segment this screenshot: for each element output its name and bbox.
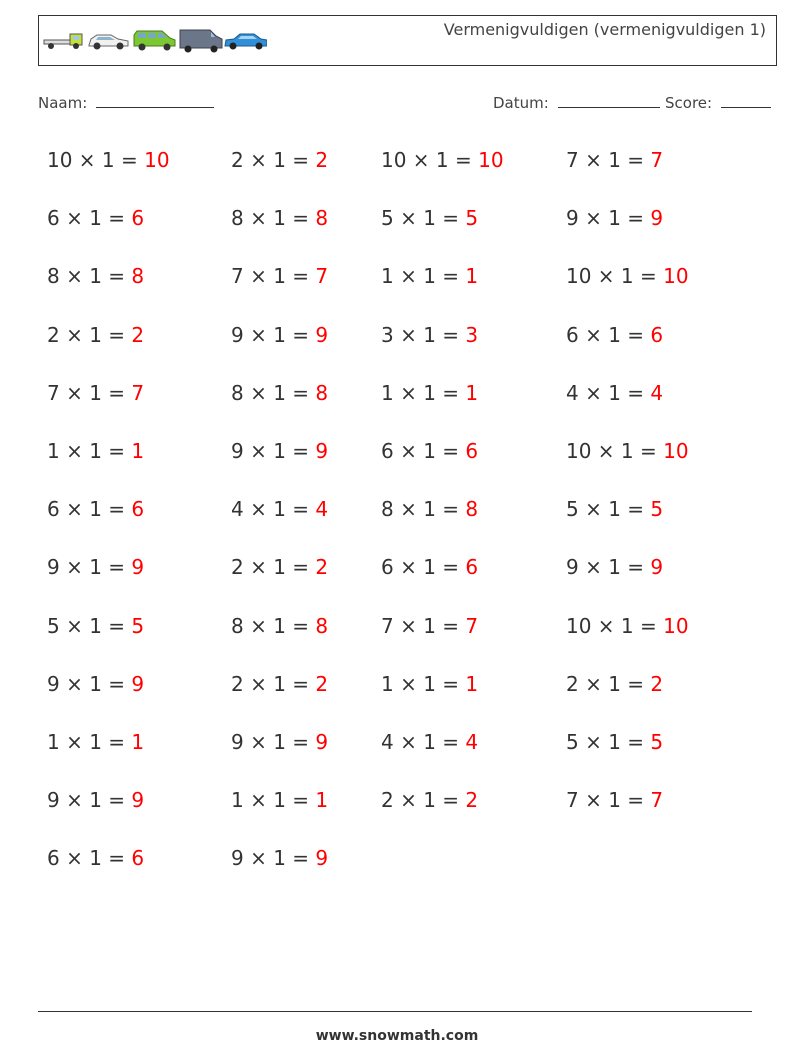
problem-question: 4 × 1 = [231,497,316,522]
problem-question: 8 × 1 = [381,497,466,522]
problem-item [566,264,689,288]
problem-answer: 5 [650,730,664,754]
problem-answer: 10 [663,613,689,638]
problem-item [566,555,663,579]
problem-item [47,788,144,812]
problem-answer: 6 [131,497,145,522]
problem-answer: 2 [131,322,145,347]
date-line[interactable] [558,93,660,108]
problem-question: 7 × 1 = [231,264,316,289]
problem-question: 8 × 1 = [231,380,316,405]
problem-question: 2 × 1 = [381,788,466,813]
problem-answer: 6 [465,555,479,580]
vehicle-icons [42,28,267,54]
problem-answer: 1 [465,380,479,405]
problem-question: 3 × 1 = [381,322,466,347]
problem-question: 5 × 1 = [566,730,651,754]
problem-item [381,555,478,579]
problem-answer: 5 [131,613,145,638]
problem-answer: 6 [131,846,145,871]
problem-item [231,846,328,870]
problem-answer: 9 [131,555,145,580]
problem-question: 5 × 1 = [566,497,651,522]
problem-item [231,148,328,172]
problem-item [231,614,328,638]
problem-question: 7 × 1 = [566,788,651,813]
header-box [38,15,777,66]
problem-answer: 7 [465,613,479,638]
problem-question: 8 × 1 = [231,206,316,231]
problem-question: 10 × 1 = [47,148,145,172]
problem-item [47,148,170,172]
problem-answer: 8 [131,264,145,289]
problem-item [231,788,328,812]
problem-item [47,614,144,638]
problem-item [231,730,328,754]
score-field[interactable] [665,93,771,112]
problem-question: 10 × 1 = [566,613,664,638]
problem-item [231,672,328,696]
problem-answer: 7 [315,264,329,289]
problem-answer: 2 [465,788,479,813]
problem-answer: 4 [465,730,479,754]
problem-item [47,381,144,405]
problem-item [381,264,478,288]
problem-question: 9 × 1 = [47,555,132,580]
problem-answer: 6 [131,206,145,231]
problem-answer: 1 [315,788,329,813]
problem-question: 6 × 1 = [381,555,466,580]
white-car-icon [89,35,128,50]
problem-answer: 5 [650,497,664,522]
problem-answer: 9 [650,555,664,580]
problem-item [47,264,144,288]
problem-item [566,672,663,696]
problem-question: 9 × 1 = [47,788,132,813]
problem-question: 6 × 1 = [381,439,466,463]
footer-url: www.snowmath.com [315,1028,479,1044]
problem-question: 1 × 1 = [47,730,132,754]
worksheet-title: Vermenigvuldigen (vermenigvuldigen 1) [443,20,766,39]
problem-answer: 8 [465,497,479,522]
problem-question: 9 × 1 = [231,846,316,871]
problem-item [381,497,478,521]
problem-question: 4 × 1 = [381,730,466,754]
problem-item [381,730,478,754]
problem-item [231,497,328,521]
problem-question: 4 × 1 = [566,380,651,405]
problem-question: 2 × 1 = [231,671,316,696]
grey-van-icon [180,30,222,53]
problem-item [566,497,663,521]
problem-answer: 9 [650,206,664,231]
problem-item [231,323,328,347]
problem-item [231,381,328,405]
problem-question: 6 × 1 = [47,846,132,871]
problem-answer: 4 [315,497,329,522]
problem-item [566,788,663,812]
flatbed-truck-icon [44,34,82,49]
problem-answer: 6 [650,322,664,347]
problem-question: 6 × 1 = [566,322,651,347]
problem-answer: 9 [315,846,329,871]
problem-answer: 3 [465,322,479,347]
problem-answer: 2 [315,148,329,172]
problem-item [566,148,663,172]
problem-question: 6 × 1 = [47,206,132,231]
problem-item [381,148,504,172]
problem-item [381,381,478,405]
problem-answer: 6 [465,439,479,463]
problem-answer: 9 [315,439,329,463]
problem-answer: 9 [131,671,145,696]
problem-answer: 2 [315,555,329,580]
problem-item [381,206,478,230]
name-label: Naam: [38,94,88,112]
problem-answer: 1 [465,671,479,696]
problem-answer: 4 [650,380,664,405]
problem-answer: 10 [663,264,689,289]
problem-question: 2 × 1 = [566,671,651,696]
problem-answer: 1 [465,264,479,289]
problem-item [566,323,663,347]
problem-question: 7 × 1 = [47,380,132,405]
problem-question: 2 × 1 = [231,555,316,580]
problem-question: 5 × 1 = [47,613,132,638]
problem-question: 9 × 1 = [566,206,651,231]
problem-item [47,555,144,579]
problem-answer: 1 [131,439,145,463]
problem-item [566,439,689,463]
problem-question: 9 × 1 = [566,555,651,580]
problem-answer: 7 [650,788,664,813]
problem-item [47,206,144,230]
problem-question: 9 × 1 = [231,322,316,347]
date-field[interactable] [493,93,660,112]
problem-item [566,381,663,405]
problem-question: 1 × 1 = [231,788,316,813]
problem-answer: 7 [131,380,145,405]
problem-question: 6 × 1 = [47,497,132,522]
problem-item [381,439,478,463]
problem-question: 1 × 1 = [47,439,132,463]
problem-question: 10 × 1 = [566,439,664,463]
problem-question: 9 × 1 = [231,439,316,463]
problem-item [47,730,144,754]
problem-question: 9 × 1 = [231,730,316,754]
problem-question: 8 × 1 = [231,613,316,638]
problem-item [231,555,328,579]
problem-item [381,614,478,638]
blue-car-icon [225,34,267,50]
problem-question: 1 × 1 = [381,380,466,405]
problem-question: 10 × 1 = [381,148,479,172]
problem-answer: 10 [663,439,689,463]
problem-question: 1 × 1 = [381,671,466,696]
problem-answer: 8 [315,380,329,405]
problem-answer: 1 [131,730,145,754]
problem-answer: 2 [650,671,664,696]
problem-answer: 7 [650,148,664,172]
problem-item [47,846,144,870]
footer-rule [38,1011,752,1012]
problem-answer: 10 [478,148,504,172]
problem-question: 7 × 1 = [566,148,651,172]
problem-answer: 10 [144,148,170,172]
score-label: Score: [665,94,713,112]
problem-item [381,788,478,812]
problem-question: 5 × 1 = [381,206,466,231]
problem-item [566,730,663,754]
problem-answer: 9 [131,788,145,813]
problem-item [231,206,328,230]
problem-question: 9 × 1 = [47,671,132,696]
problem-question: 2 × 1 = [231,148,316,172]
problem-answer: 9 [315,730,329,754]
problem-answer: 2 [315,671,329,696]
problem-item [47,323,144,347]
problem-question: 8 × 1 = [47,264,132,289]
problem-question: 7 × 1 = [381,613,466,638]
green-minivan-icon [134,31,175,51]
problem-item [231,264,328,288]
problem-question: 2 × 1 = [47,322,132,347]
name-field[interactable] [38,93,214,112]
problem-item [47,439,144,463]
problem-answer: 8 [315,613,329,638]
problem-item [381,323,478,347]
problem-item [566,614,689,638]
problem-item [566,206,663,230]
score-line[interactable] [721,93,771,108]
problem-item [381,672,478,696]
name-line[interactable] [96,93,214,108]
date-label: Datum: [493,94,549,112]
problem-answer: 5 [465,206,479,231]
problem-answer: 9 [315,322,329,347]
problem-answer: 8 [315,206,329,231]
problem-question: 1 × 1 = [381,264,466,289]
problem-item [231,439,328,463]
problem-question: 10 × 1 = [566,264,664,289]
problem-item [47,497,144,521]
problem-item [47,672,144,696]
